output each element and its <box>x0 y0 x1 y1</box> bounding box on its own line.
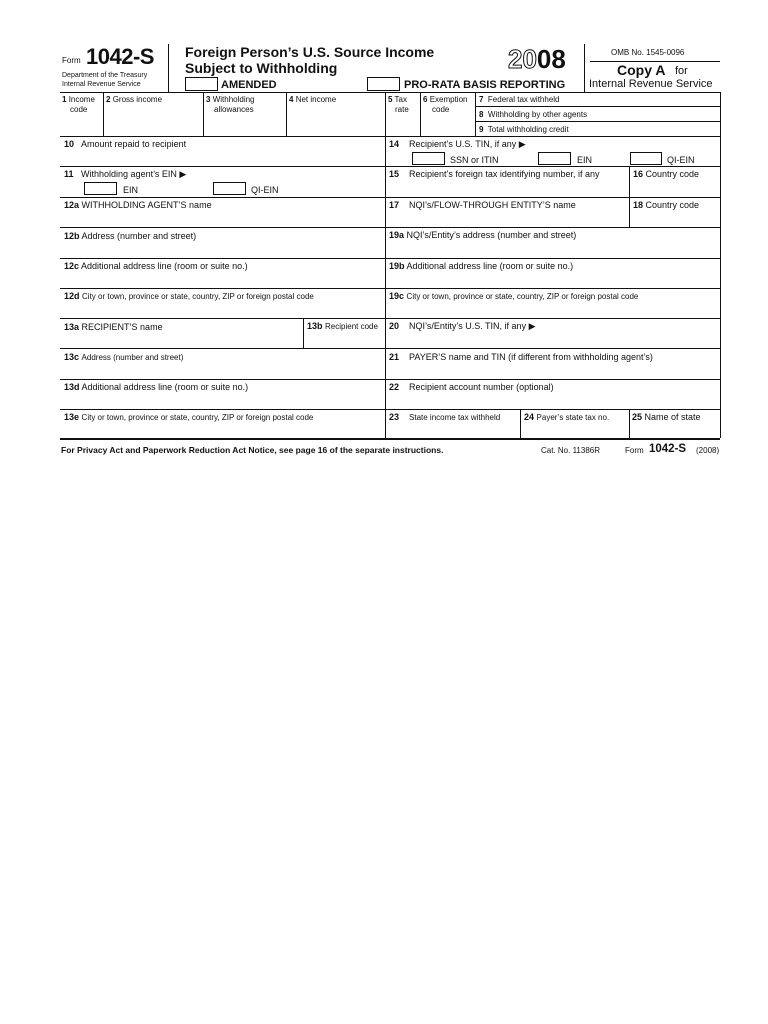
catalog-number: Cat. No. 11386R <box>541 446 600 455</box>
tax-year-bold: 08 <box>536 44 566 74</box>
box-6-label: Exemption <box>429 95 468 104</box>
field-13b-label: Recipient code <box>325 322 378 331</box>
grid-v-23-24 <box>520 409 521 438</box>
field-25-number: 25 <box>632 412 643 422</box>
dept-line1: Department of the Treasury <box>62 72 148 79</box>
field-14-number: 14 <box>389 139 400 149</box>
grid-v-country <box>629 166 630 227</box>
box-2-number: 2 <box>106 95 111 104</box>
box-4-label: Net income <box>295 95 337 104</box>
field-13a-number: 13a <box>64 322 80 332</box>
field-10-number: 10 <box>64 139 75 149</box>
recipient-qi-ein-checkbox[interactable] <box>630 152 662 165</box>
grid-line-12d-13a <box>60 318 720 319</box>
privacy-notice: For Privacy Act and Paperwork Reduction Act Notice, see page 16 of the separate instructions. <box>61 445 444 455</box>
omb-number: OMB No. 1545-0096 <box>611 48 685 57</box>
field-10-label: Amount repaid to recipient <box>81 139 187 149</box>
grid-line-14-15 <box>385 166 720 167</box>
ssn-itin-checkbox[interactable] <box>412 152 445 165</box>
grid-v-5-6 <box>420 92 421 136</box>
copy-for: for <box>675 65 688 77</box>
field-12b-number: 12b <box>64 231 80 241</box>
field-13d-label: Additional address line (room or suite no.) <box>81 382 249 392</box>
box-7-number: 7 <box>479 95 484 104</box>
box-5-label: Tax <box>394 95 407 104</box>
grid-line-11-12a <box>60 197 720 198</box>
box-7-label: Federal tax withheld <box>487 95 560 104</box>
box-1-label-line2: code <box>70 105 88 114</box>
field-15-number: 15 <box>389 169 400 179</box>
grid-line-12c-12d <box>60 288 720 289</box>
box-5-label-line2: rate <box>395 105 409 114</box>
field-21-label: PAYER’S name and TIN (if different from withholding agent’s) <box>409 352 653 362</box>
recipient-ein-label: EIN <box>577 155 593 165</box>
field-11-label: Withholding agent’s EIN ▶ <box>81 169 187 179</box>
field-17-label: NQI’s/FLOW-THROUGH ENTITY’S name <box>409 200 576 210</box>
field-12d-number: 12d <box>64 291 80 301</box>
copy-agency: Internal Revenue Service <box>589 78 713 90</box>
field-13c-number: 13c <box>64 352 80 362</box>
grid-line-13c-13d <box>60 379 720 380</box>
box-9-label: Total withholding credit <box>487 125 569 134</box>
field-12b-label: Address (number and street) <box>81 231 197 241</box>
grid-center-divider <box>385 92 386 438</box>
box-8-label: Withholding by other agents <box>487 110 588 119</box>
grid-line-12a-12b <box>60 227 720 228</box>
tax-year-outline: 20 <box>508 44 537 74</box>
field-14-label: Recipient’s U.S. TIN, if any ▶ <box>409 139 526 149</box>
box-6-label-line2: code <box>432 105 450 114</box>
field-13b-number: 13b <box>307 321 323 331</box>
dept-line2: Internal Revenue Service <box>62 81 141 88</box>
field-13e-label: City or town, province or state, country, ZIP or foreign postal code <box>81 413 314 422</box>
field-13e-number: 13e <box>64 412 80 422</box>
form-title-line2: Subject to Withholding <box>185 60 338 76</box>
header-divider <box>168 44 169 92</box>
field-12a-number: 12a <box>64 200 80 210</box>
field-12d-label: City or town, province or state, country, ZIP or foreign postal code <box>82 292 314 301</box>
grid-v-6-7 <box>475 92 476 136</box>
field-13a-label: RECIPIENT’S name <box>81 322 163 332</box>
grid-right-edge <box>720 92 721 438</box>
field-19a-label: NQI’s/Entity’s address (number and street) <box>406 230 577 240</box>
box-6-number: 6 <box>423 95 428 104</box>
field-12c-number: 12c <box>64 261 80 271</box>
field-24-label: Payer’s state tax no. <box>536 413 610 422</box>
ein-label: EIN <box>123 185 139 195</box>
qi-ein-checkbox[interactable] <box>213 182 246 195</box>
field-19b-label: Additional address line (room or suite no.) <box>406 261 574 271</box>
field-20-label: NQI’s/Entity’s U.S. TIN, if any ▶ <box>409 321 536 331</box>
grid-v-2-3 <box>203 92 204 136</box>
grid-bottom-line <box>60 438 720 440</box>
field-12c-label: Additional address line (room or suite no.) <box>81 261 248 271</box>
box-3-label-line2: allowances <box>214 105 254 114</box>
field-18-label: Country code <box>645 200 700 210</box>
field-18-number: 18 <box>633 200 644 210</box>
grid-v-3-4 <box>286 92 287 136</box>
box-2-label: Gross income <box>112 95 163 104</box>
field-16-number: 16 <box>633 169 644 179</box>
form-number: 1042-S <box>86 44 154 69</box>
grid-line-13d-13e <box>60 409 720 410</box>
footer-year: (2008) <box>696 446 720 455</box>
grid-line-row1-bottom <box>60 136 720 137</box>
box-4-number: 4 <box>289 95 294 104</box>
grid-top-line <box>60 92 720 93</box>
header-divider-right <box>584 44 585 92</box>
box-3-number: 3 <box>206 95 211 104</box>
ein-checkbox[interactable] <box>84 182 117 195</box>
grid-line-13a-13c <box>60 348 720 349</box>
footer-form-number: 1042-S <box>649 443 687 455</box>
box-5-number: 5 <box>388 95 393 104</box>
grid-line-7-8 <box>475 106 720 107</box>
footer-form-word: Form <box>625 446 644 455</box>
field-17-number: 17 <box>389 200 400 210</box>
form-word: Form <box>62 56 81 65</box>
field-12a-label: WITHHOLDING AGENT’S name <box>81 200 212 210</box>
field-11-number: 11 <box>64 169 74 179</box>
box-3-label: Withholding <box>212 95 255 104</box>
field-15-label: Recipient’s foreign tax identifying number, if any <box>409 169 600 179</box>
box-1-label: Income <box>68 95 95 104</box>
amended-checkbox[interactable] <box>185 77 218 91</box>
amended-label: AMENDED <box>221 79 277 91</box>
grid-v-24-25 <box>629 409 630 438</box>
field-19c-label: City or town, province or state, country, ZIP or foreign postal code <box>406 292 639 301</box>
field-24-number: 24 <box>524 412 535 422</box>
recipient-ein-checkbox[interactable] <box>538 152 571 165</box>
form-title-line1: Foreign Person’s U.S. Source Income <box>185 44 435 60</box>
field-13c-label: Address (number and street) <box>81 353 184 362</box>
recipient-qi-ein-label: QI-EIN <box>667 155 695 165</box>
copy-label: Copy A <box>617 62 666 78</box>
prorata-checkbox[interactable] <box>367 77 400 91</box>
field-13d-number: 13d <box>64 382 80 392</box>
grid-v-1-2 <box>103 92 104 136</box>
grid-line-8-9 <box>475 121 720 122</box>
grid-v-13a-13b <box>303 318 304 348</box>
field-21-number: 21 <box>389 352 400 362</box>
box-8-number: 8 <box>479 110 484 119</box>
field-22-label: Recipient account number (optional) <box>409 382 554 392</box>
box-1-number: 1 <box>62 95 67 104</box>
box-9-number: 9 <box>479 125 484 134</box>
field-16-label: Country code <box>645 169 700 179</box>
field-19b-number: 19b <box>389 261 405 271</box>
field-23-number: 23 <box>389 412 400 422</box>
tax-year <box>508 44 566 75</box>
qi-ein-label: QI-EIN <box>251 185 279 195</box>
ssn-itin-label: SSN or ITIN <box>450 155 499 165</box>
field-19c-number: 19c <box>389 291 405 301</box>
field-25-label: Name of state <box>644 412 701 422</box>
field-22-number: 22 <box>389 382 400 392</box>
grid-line-12b-12c <box>60 258 720 259</box>
field-19a-number: 19a <box>389 230 405 240</box>
prorata-label: PRO-RATA BASIS REPORTING <box>404 79 566 91</box>
field-20-number: 20 <box>389 321 400 331</box>
field-23-label: State income tax withheld <box>409 413 501 422</box>
